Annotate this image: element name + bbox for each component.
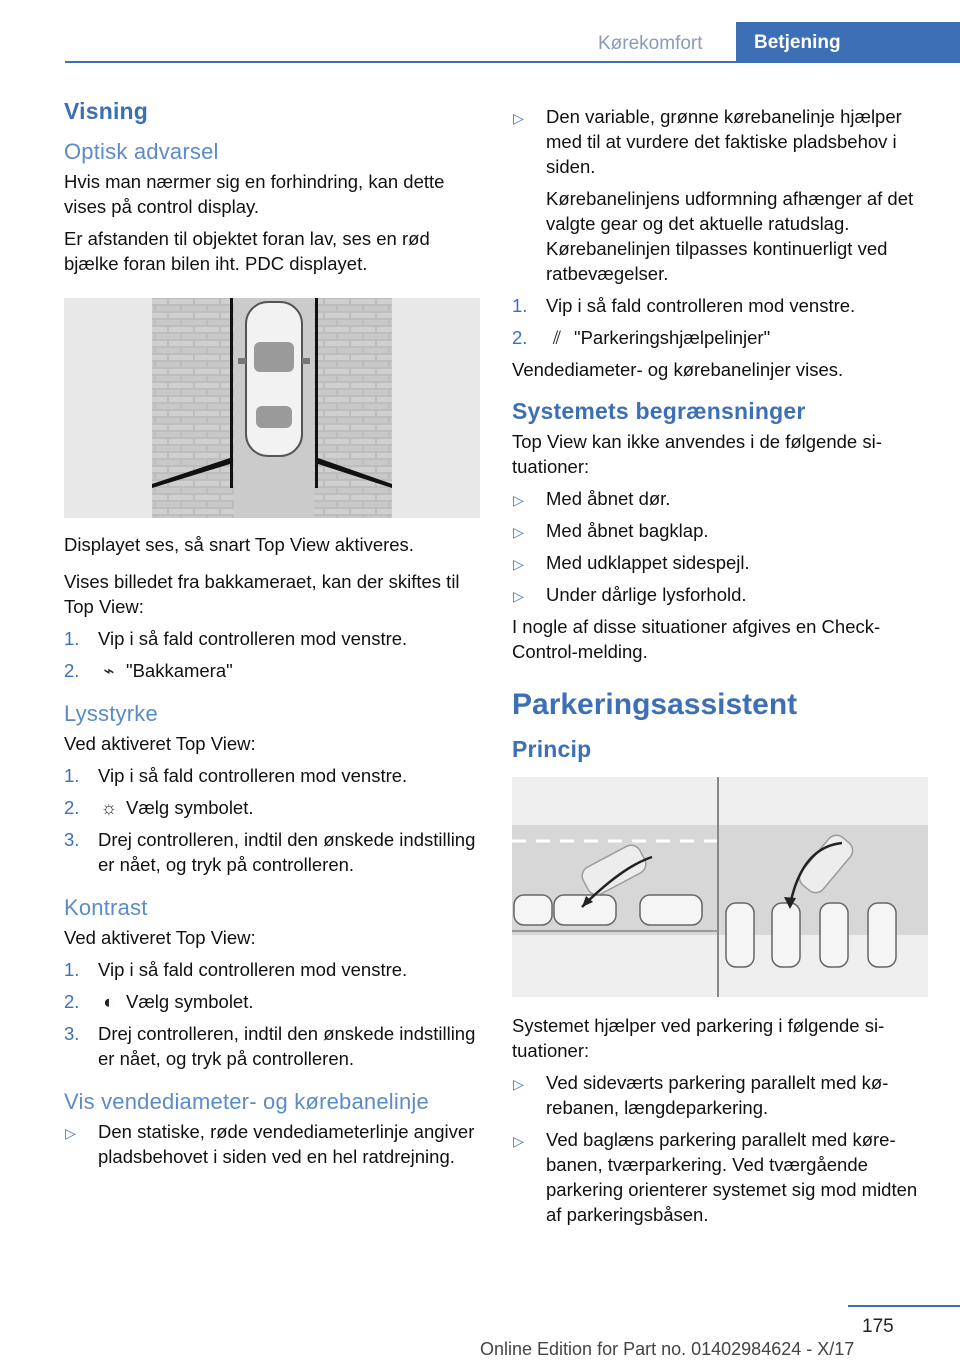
contrast-icon: ◐ bbox=[103, 991, 115, 1012]
step-text: Drej controlleren, indtil den ønskede indstilling er nået, og tryk på controlleren. bbox=[98, 829, 476, 875]
parking-illustration bbox=[512, 777, 928, 997]
list-item bbox=[64, 795, 482, 820]
bullet-text: Med åbnet dør. bbox=[546, 488, 671, 509]
triangle-bullet-icon: ▷ bbox=[65, 1125, 76, 1141]
header-rule bbox=[65, 61, 960, 63]
step-text: Vælg symbolet. bbox=[126, 991, 254, 1012]
top-view-illustration bbox=[64, 298, 480, 518]
heading-systemets-begraensninger: Systemets begrænsninger bbox=[512, 398, 806, 424]
steps-list bbox=[64, 957, 482, 1071]
step-number: 2. bbox=[512, 327, 528, 348]
step-text: Vælg symbolet. bbox=[126, 797, 254, 818]
bullet-text: Den variable, grønne kørebanelinje hjælper med til at vurdere det faktiske pladsbehov i siden. bbox=[546, 106, 902, 177]
rear-camera-icon: ⌁ bbox=[103, 660, 115, 681]
bullet-text: Under dårlige lysforhold. bbox=[546, 584, 747, 605]
paragraph: Ved aktiveret Top View: bbox=[64, 733, 256, 754]
paragraph: I nogle af disse situationer afgives en Check-Control-melding. bbox=[512, 616, 881, 662]
list-item bbox=[64, 1021, 482, 1071]
list-item bbox=[512, 486, 930, 511]
paragraph: Er afstanden til objektet foran lav, ses en rød bjælke foran bilen iht. PDC displayet. bbox=[64, 228, 430, 274]
paragraph: Displayet ses, så snart Top View aktiveres. bbox=[64, 534, 414, 555]
steps-list bbox=[512, 293, 930, 350]
step-text: Vip i så fald controlleren mod venstre. bbox=[98, 765, 408, 786]
page-number: 175 bbox=[862, 1316, 894, 1337]
footer-rule bbox=[848, 1305, 960, 1307]
triangle-bullet-icon: ▷ bbox=[513, 556, 524, 572]
bullet-continuation: Kørebanelinjens udformning afhænger af det valgte gear og det aktuelle ratudslag. Kørebanelinjen tilpasses kontinuerligt ved ratbevægelser. bbox=[546, 188, 914, 284]
triangle-bullet-icon: ▷ bbox=[513, 524, 524, 540]
heading-optisk-advarsel: Optisk advarsel bbox=[64, 139, 219, 164]
list-item bbox=[64, 827, 482, 877]
bullet-list bbox=[512, 104, 930, 286]
bullet-text: Med åbnet bagklap. bbox=[546, 520, 709, 541]
steps-list bbox=[64, 626, 482, 683]
step-number: 1. bbox=[512, 295, 528, 316]
list-item bbox=[512, 1070, 930, 1120]
list-item bbox=[64, 658, 482, 683]
bullet-text: Ved baglæns parkering parallelt med kørebanen, tværparkering. Ved tværgående parkering orienterer systemet sig mod midten af parkeringsbåsen. bbox=[546, 1129, 918, 1225]
bullet-list bbox=[512, 1070, 930, 1227]
heading-parkeringsassistent: Parkeringsassistent bbox=[512, 688, 798, 721]
step-number: 2. bbox=[64, 660, 80, 681]
paragraph: Systemet hjælper ved parkering i følgende situationer: bbox=[512, 1015, 885, 1061]
step-number: 1. bbox=[64, 765, 80, 786]
step-number: 2. bbox=[64, 797, 80, 818]
step-text: Vip i så fald controlleren mod venstre. bbox=[98, 959, 408, 980]
list-item bbox=[512, 518, 930, 543]
step-number: 1. bbox=[64, 959, 80, 980]
heading-visning: Visning bbox=[64, 98, 149, 124]
list-item bbox=[512, 104, 930, 286]
list-item bbox=[64, 763, 482, 788]
paragraph: Vendediameter- og kørebanelinjer vises. bbox=[512, 359, 844, 380]
heading-vis-vendediameter: Vis vendediameter- og kørebanelinje bbox=[64, 1089, 429, 1114]
paragraph: Ved aktiveret Top View: bbox=[64, 927, 256, 948]
list-item bbox=[512, 550, 930, 575]
edition-note: Online Edition for Part no. 01402984624 - X/17 bbox=[480, 1339, 855, 1359]
steps-list bbox=[64, 763, 482, 877]
step-text: Vip i så fald controlleren mod venstre. bbox=[546, 295, 856, 316]
list-item bbox=[512, 1127, 930, 1227]
list-item bbox=[64, 1119, 482, 1169]
bullet-list bbox=[64, 1119, 482, 1169]
list-item bbox=[64, 989, 482, 1014]
heading-princip: Princip bbox=[512, 736, 592, 762]
paragraph: Hvis man nærmer sig en forhindring, kan dette vises på control display. bbox=[64, 171, 445, 217]
step-text: Drej controlleren, indtil den ønskede indstilling er nået, og tryk på controlleren. bbox=[98, 1023, 476, 1069]
step-text: Vip i så fald controlleren mod venstre. bbox=[98, 628, 408, 649]
header-chapter: Betjening bbox=[736, 22, 960, 62]
heading-lysstyrke: Lysstyrke bbox=[64, 701, 158, 726]
heading-kontrast: Kontrast bbox=[64, 895, 148, 920]
step-number: 1. bbox=[64, 628, 80, 649]
list-item bbox=[64, 957, 482, 982]
paragraph: Top View kan ikke anvendes i de følgende situationer: bbox=[512, 431, 882, 477]
list-item bbox=[512, 582, 930, 607]
parking-lines-icon: ⫽ bbox=[552, 327, 562, 348]
step-number: 2. bbox=[64, 991, 80, 1012]
step-number: 3. bbox=[64, 1023, 80, 1044]
right-column bbox=[512, 104, 930, 1234]
step-text: "Bakkamera" bbox=[126, 660, 233, 681]
bullet-text: Med udklappet sidespejl. bbox=[546, 552, 750, 573]
triangle-bullet-icon: ▷ bbox=[513, 588, 524, 604]
step-number: 3. bbox=[64, 829, 80, 850]
triangle-bullet-icon: ▷ bbox=[513, 1076, 524, 1092]
bullet-list bbox=[512, 486, 930, 607]
triangle-bullet-icon: ▷ bbox=[513, 1133, 524, 1149]
page-header bbox=[0, 0, 960, 62]
brightness-icon: ☼ bbox=[100, 797, 118, 818]
triangle-bullet-icon: ▷ bbox=[513, 110, 524, 126]
left-column bbox=[64, 98, 482, 1176]
bullet-text: Den statiske, røde vendediameterlinje angiver pladsbehovet i siden ved en hel ratdrejning. bbox=[98, 1121, 475, 1167]
paragraph: Vises billedet fra bakkameraet, kan der skiftes til Top View: bbox=[64, 571, 460, 617]
bullet-text: Ved sideværts parkering parallelt med kørebanen, længdeparkering. bbox=[546, 1072, 889, 1118]
list-item bbox=[512, 325, 930, 350]
header-section: Kørekomfort bbox=[598, 33, 703, 54]
step-text: "Parkeringshjælpelinjer" bbox=[574, 327, 771, 348]
triangle-bullet-icon: ▷ bbox=[513, 492, 524, 508]
list-item bbox=[64, 626, 482, 651]
list-item bbox=[512, 293, 930, 318]
